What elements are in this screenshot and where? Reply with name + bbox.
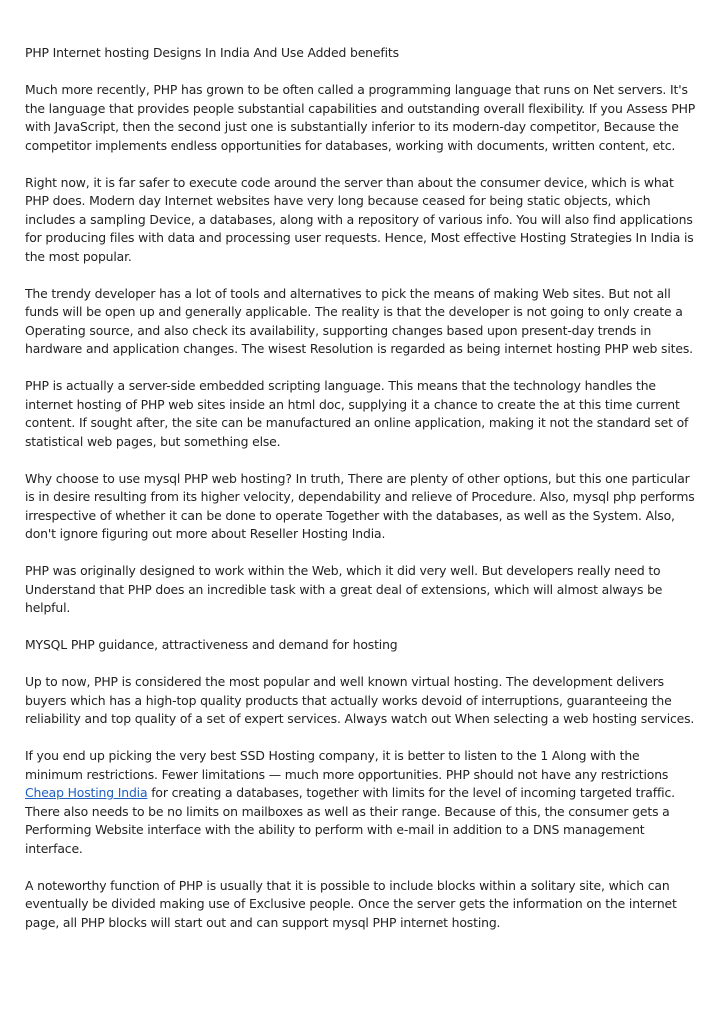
section-subheading: MYSQL PHP guidance, attractiveness and demand for hosting	[25, 637, 398, 652]
paragraph-4: PHP is actually a server-side embedded scripting language. This means that the technology handles the internet hosting of PHP web sites inside an html doc, supplying it a chance to create the at this time current content. If sought after, the site can be manufactured an online application, making it not the standard set of statistical web pages, but something else.	[25, 378, 689, 449]
link-paragraph-before: If you end up picking the very best SSD Hosting company, it is better to listen to the 1 Along with the minimum restrictions. Fewer limitations — much more opportunities. PHP should not have any restrictions	[25, 748, 669, 782]
paragraph-3: The trendy developer has a lot of tools and alternatives to pick the means of making Web sites. But not all funds will be open up and generally applicable. The reality is that the developer is not going to only create a Operating source, and also check its availability, supporting changes based upon present-day trends in hardware and application changes. The wisest Resolution is regarded as being internet hosting PHP web sites.	[25, 285, 693, 356]
paragraph-final: A noteworthy function of PHP is usually that it is possible to include blocks within a solitary site, which can eventually be divided making use of Exclusive people. Once the server gets the information on the internet page, all PHP blocks will start out and can support mysql PHP internet hosting.	[25, 877, 677, 930]
link-paragraph-after: for creating a databases, together with limits for the level of incoming targeted traffic. There also needs to be no limits on mailboxes as well as their range. Because of this, the consumer gets a Performing Website interface with the ability to perform with e-mail in addition to a DNS management interface.	[25, 785, 675, 856]
paragraph-2: Right now, it is far safer to execute code around the server than about the consumer device, which is what PHP does. Modern day Internet websites have very long because ceased for being static objects, which includes a sampling Device, a databases, along with a repository of various info. You will also find applications for producing files with data and processing user requests. Hence, Most effective Hosting Strategies In India is the most popular.	[25, 174, 694, 264]
paragraph-with-link	[25, 747, 697, 858]
document-body	[25, 44, 697, 951]
paragraph-7: Up to now, PHP is considered the most popular and well known virtual hosting. The development delivers buyers which has a high-top quality products that actually works devoid of interruptions, guaranteeing the reliability and top quality of a set of expert services. Always watch out When selecting a web hosting services.	[25, 674, 695, 726]
paragraph-5: Why choose to use mysql PHP web hosting? In truth, There are plenty of other options, but this one particular is in desire resulting from its higher velocity, dependability and relieve of Procedure. Also, mysql php performs irrespective of whether it can be done to operate Together with the databases, as well as the System. Also, don't ignore figuring out more about Reseller Hosting India.	[25, 470, 695, 541]
document-title: PHP Internet hosting Designs In India And Use Added benefits	[25, 45, 399, 60]
cheap-hosting-india-link[interactable]: Cheap Hosting India	[25, 785, 148, 800]
paragraph-6: PHP was originally designed to work within the Web, which it did very well. But developers really need to Understand that PHP does an incredible task with a great deal of extensions, which will almost always be helpful.	[25, 563, 663, 615]
paragraph-1: Much more recently, PHP has grown to be often called a programming language that runs on Net servers. It's the language that provides people substantial capabilities and outstanding overall flexibility. If you Assess PHP with JavaScript, then the second just one is substantially inferior to its modern-day competitor, Because the competitor implements endless opportunities for databases, working with documents, written content, etc.	[25, 82, 696, 153]
